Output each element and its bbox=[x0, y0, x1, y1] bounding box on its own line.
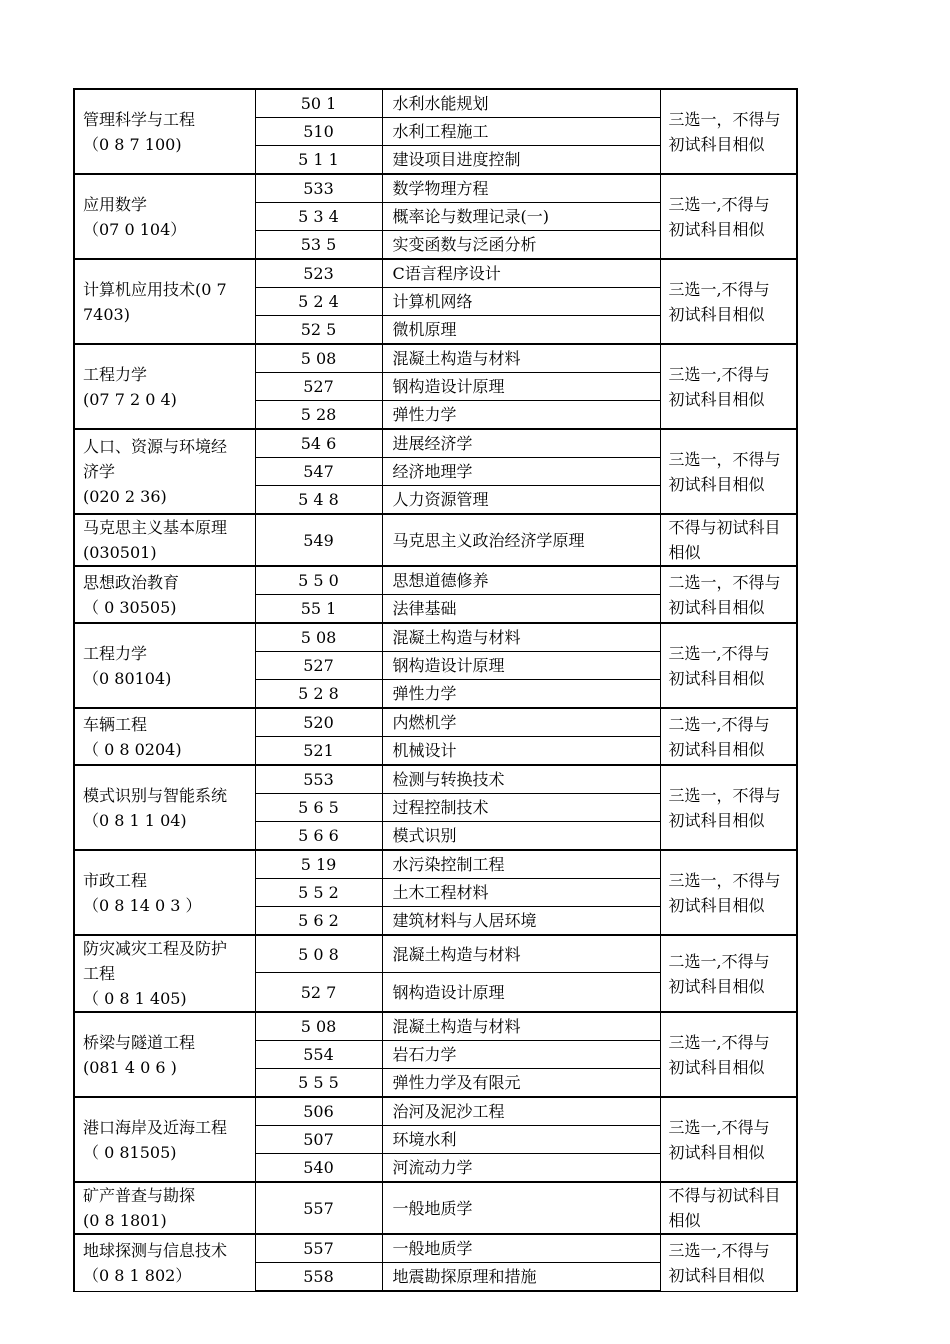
course-subject: 过程控制技术 bbox=[382, 794, 660, 822]
major-cell bbox=[74, 765, 255, 850]
course-subject: 概率论与数理记录(一) bbox=[382, 203, 660, 231]
table-row bbox=[74, 708, 797, 737]
major-cell bbox=[74, 174, 255, 259]
course-code: 558 bbox=[255, 1263, 382, 1292]
major-cell bbox=[74, 514, 255, 566]
course-subject: 岩石力学 bbox=[382, 1041, 660, 1069]
selection-note bbox=[660, 174, 797, 259]
course-code: 5 28 bbox=[255, 401, 382, 430]
selection-note-line: 三选一，不得与 bbox=[668, 785, 781, 805]
course-table-body bbox=[74, 89, 797, 1291]
course-subject: 微机原理 bbox=[382, 316, 660, 345]
course-code: 5 6 2 bbox=[255, 907, 382, 936]
major-name-line: 人口、资源与环境经 bbox=[83, 437, 228, 456]
course-table bbox=[73, 88, 798, 1292]
course-subject: 弹性力学 bbox=[382, 401, 660, 430]
selection-note bbox=[660, 850, 797, 935]
major-name-line: （0 8 14 0 3 ） bbox=[83, 895, 202, 915]
selection-note-line: 相似 bbox=[668, 1211, 701, 1230]
table-row bbox=[74, 1234, 797, 1263]
course-subject: 混凝土构造与材料 bbox=[382, 344, 660, 373]
selection-note-line: 不得与初试科目 bbox=[668, 1186, 781, 1205]
major-name-line: （ 0 8 0204) bbox=[83, 739, 182, 759]
major-name-line: 马克思主义基本原理 bbox=[83, 518, 228, 537]
table-row bbox=[74, 1182, 797, 1234]
selection-note-line: 初试科目相似 bbox=[668, 389, 765, 409]
table-row bbox=[74, 623, 797, 652]
course-code: 53 5 bbox=[255, 231, 382, 260]
table-row bbox=[74, 765, 797, 794]
course-code: 507 bbox=[255, 1126, 382, 1154]
table-row bbox=[74, 174, 797, 203]
selection-note-line: 初试科目相似 bbox=[668, 219, 765, 239]
course-code: 5 6 6 bbox=[255, 822, 382, 851]
course-subject: 一般地质学 bbox=[382, 1234, 660, 1263]
major-name-line: （ 0 8 1 405) bbox=[83, 989, 187, 1008]
course-subject: 弹性力学 bbox=[382, 680, 660, 709]
selection-note bbox=[660, 623, 797, 708]
selection-note-line: 初试科目相似 bbox=[668, 810, 765, 830]
course-subject: 一般地质学 bbox=[382, 1182, 660, 1234]
table-row bbox=[74, 935, 797, 973]
major-cell bbox=[74, 566, 255, 623]
course-subject: 人力资源管理 bbox=[382, 486, 660, 515]
course-code: 540 bbox=[255, 1154, 382, 1183]
table-row bbox=[74, 566, 797, 595]
course-code: 523 bbox=[255, 259, 382, 288]
course-code: 5 19 bbox=[255, 850, 382, 879]
course-code: 5 08 bbox=[255, 1012, 382, 1041]
course-subject: 弹性力学及有限元 bbox=[382, 1069, 660, 1098]
selection-note bbox=[660, 1097, 797, 1182]
selection-note-line: 相似 bbox=[668, 543, 701, 562]
course-subject: 思想道德修养 bbox=[382, 566, 660, 595]
major-cell bbox=[74, 935, 255, 1012]
selection-note-line: 三选一,不得与 bbox=[668, 279, 770, 299]
major-name-line: 工程力学 bbox=[83, 643, 148, 663]
table-row bbox=[74, 514, 797, 566]
selection-note-line: 三选一，不得与 bbox=[668, 449, 781, 469]
selection-note bbox=[660, 514, 797, 566]
course-subject: 水利水能规划 bbox=[382, 89, 660, 118]
major-name-line: 工程力学 bbox=[83, 364, 148, 384]
table-row bbox=[74, 89, 797, 118]
course-code: 5 5 5 bbox=[255, 1069, 382, 1098]
course-code: 557 bbox=[255, 1182, 382, 1234]
major-name-line: （0 80104) bbox=[83, 668, 172, 688]
selection-note-line: 三选一,不得与 bbox=[668, 1240, 770, 1260]
selection-note-line: 初试科目相似 bbox=[668, 1265, 765, 1285]
major-name-line: （ 0 30505) bbox=[83, 597, 177, 617]
major-name-line: (081 4 0 6 ) bbox=[83, 1057, 177, 1077]
course-code: 553 bbox=[255, 765, 382, 794]
major-name-line: 工程 bbox=[83, 964, 116, 983]
course-code: 5 0 8 bbox=[255, 935, 382, 973]
course-subject: 混凝土构造与材料 bbox=[382, 1012, 660, 1041]
course-subject: C语言程序设计 bbox=[382, 259, 660, 288]
course-subject: 建筑材料与人居环境 bbox=[382, 907, 660, 936]
course-subject: 马克思主义政治经济学原理 bbox=[382, 514, 660, 566]
course-code: 5 4 8 bbox=[255, 486, 382, 515]
table-row bbox=[74, 259, 797, 288]
course-code: 510 bbox=[255, 118, 382, 146]
course-code: 527 bbox=[255, 373, 382, 401]
course-code: 5 5 0 bbox=[255, 566, 382, 595]
course-code: 5 1 1 bbox=[255, 146, 382, 175]
course-code: 521 bbox=[255, 737, 382, 766]
major-name-line: 济学 bbox=[83, 462, 116, 481]
selection-note bbox=[660, 566, 797, 623]
major-name-line: 7403) bbox=[83, 304, 130, 324]
selection-note-line: 初试科目相似 bbox=[668, 304, 765, 324]
selection-note-line: 初试科目相似 bbox=[668, 474, 765, 494]
course-code: 5 3 4 bbox=[255, 203, 382, 231]
course-code: 5 08 bbox=[255, 344, 382, 373]
course-subject: 水利工程施工 bbox=[382, 118, 660, 146]
course-code: 5 5 2 bbox=[255, 879, 382, 907]
major-name-line: (020 2 36) bbox=[83, 487, 167, 506]
course-subject: 河流动力学 bbox=[382, 1154, 660, 1183]
course-subject: 实变函数与泛函分析 bbox=[382, 231, 660, 260]
course-code: 557 bbox=[255, 1234, 382, 1263]
course-code: 547 bbox=[255, 458, 382, 486]
selection-note-line: 三选一,不得与 bbox=[668, 194, 770, 214]
course-code: 52 7 bbox=[255, 973, 382, 1013]
course-subject: 计算机网络 bbox=[382, 288, 660, 316]
selection-note-line: 三选一,不得与 bbox=[668, 364, 770, 384]
course-code: 55 1 bbox=[255, 595, 382, 624]
course-subject: 建设项目进度控制 bbox=[382, 146, 660, 175]
course-code: 533 bbox=[255, 174, 382, 203]
major-cell bbox=[74, 1012, 255, 1097]
major-name-line: (0 8 1801) bbox=[83, 1211, 167, 1230]
selection-note bbox=[660, 259, 797, 344]
selection-note-line: 初试科目相似 bbox=[668, 976, 765, 996]
course-subject: 模式识别 bbox=[382, 822, 660, 851]
table-row bbox=[74, 429, 797, 458]
major-cell bbox=[74, 259, 255, 344]
course-subject: 混凝土构造与材料 bbox=[382, 935, 660, 973]
selection-note bbox=[660, 708, 797, 765]
major-name-line: 管理科学与工程 bbox=[83, 109, 196, 129]
course-code: 549 bbox=[255, 514, 382, 566]
major-name-line: (030501) bbox=[83, 543, 157, 562]
major-name-line: （07 0 104） bbox=[83, 219, 187, 239]
selection-note bbox=[660, 429, 797, 514]
selection-note bbox=[660, 1182, 797, 1234]
course-code: 506 bbox=[255, 1097, 382, 1126]
selection-note bbox=[660, 935, 797, 1012]
selection-note-line: 三选一,不得与 bbox=[668, 1032, 770, 1052]
major-name-line: 地球探测与信息技术 bbox=[83, 1240, 228, 1260]
selection-note-line: 二选一,不得与 bbox=[668, 714, 770, 734]
major-cell bbox=[74, 1234, 255, 1291]
selection-note-line: 初试科目相似 bbox=[668, 668, 765, 688]
selection-note-line: 初试科目相似 bbox=[668, 597, 765, 617]
table-row bbox=[74, 850, 797, 879]
major-name-line: （0 8 1 1 04) bbox=[83, 810, 187, 830]
course-subject: 经济地理学 bbox=[382, 458, 660, 486]
selection-note bbox=[660, 765, 797, 850]
course-code: 5 2 8 bbox=[255, 680, 382, 709]
course-code: 54 6 bbox=[255, 429, 382, 458]
major-cell bbox=[74, 1097, 255, 1182]
major-name-line: (07 7 2 0 4) bbox=[83, 389, 177, 409]
course-subject: 数学物理方程 bbox=[382, 174, 660, 203]
major-name-line: 车辆工程 bbox=[83, 714, 148, 734]
course-code: 50 1 bbox=[255, 89, 382, 118]
selection-note-line: 不得与初试科目 bbox=[668, 518, 781, 537]
major-name-line: 矿产普查与勘探 bbox=[83, 1186, 196, 1205]
course-subject: 进展经济学 bbox=[382, 429, 660, 458]
course-subject: 地震勘探原理和措施 bbox=[382, 1263, 660, 1292]
major-name-line: 模式识别与智能系统 bbox=[83, 785, 228, 805]
major-name-line: 思想政治教育 bbox=[83, 572, 180, 592]
course-table-container bbox=[73, 88, 796, 1292]
selection-note-line: 三选一,不得与 bbox=[668, 643, 770, 663]
selection-note-line: 三选一，不得与 bbox=[668, 870, 781, 890]
major-cell bbox=[74, 344, 255, 429]
major-name-line: 桥梁与隧道工程 bbox=[83, 1032, 196, 1052]
selection-note-line: 初试科目相似 bbox=[668, 1057, 765, 1077]
course-subject: 机械设计 bbox=[382, 737, 660, 766]
course-subject: 钢构造设计原理 bbox=[382, 652, 660, 680]
major-name-line: 应用数学 bbox=[83, 194, 148, 214]
selection-note bbox=[660, 1234, 797, 1291]
major-cell bbox=[74, 850, 255, 935]
major-name-line: （0 8 1 802） bbox=[83, 1265, 192, 1285]
course-code: 5 2 4 bbox=[255, 288, 382, 316]
course-subject: 钢构造设计原理 bbox=[382, 373, 660, 401]
major-cell bbox=[74, 89, 255, 174]
selection-note-line: 三选一，不得与 bbox=[668, 109, 781, 129]
table-row bbox=[74, 1097, 797, 1126]
course-code: 527 bbox=[255, 652, 382, 680]
course-subject: 环境水利 bbox=[382, 1126, 660, 1154]
major-name-line: 防灾减灾工程及防护 bbox=[83, 939, 228, 958]
selection-note-line: 二选一，不得与 bbox=[668, 572, 781, 592]
course-subject: 检测与转换技术 bbox=[382, 765, 660, 794]
selection-note-line: 初试科目相似 bbox=[668, 739, 765, 759]
selection-note-line: 三选一,不得与 bbox=[668, 1117, 770, 1137]
major-cell bbox=[74, 623, 255, 708]
major-name-line: （0 8 7 100) bbox=[83, 134, 182, 154]
major-name-line: 市政工程 bbox=[83, 870, 148, 890]
major-cell bbox=[74, 429, 255, 514]
selection-note-line: 初试科目相似 bbox=[668, 895, 765, 915]
course-code: 520 bbox=[255, 708, 382, 737]
course-subject: 法律基础 bbox=[382, 595, 660, 624]
selection-note bbox=[660, 1012, 797, 1097]
course-code: 5 08 bbox=[255, 623, 382, 652]
course-subject: 内燃机学 bbox=[382, 708, 660, 737]
major-name-line: 计算机应用技术(0 7 bbox=[83, 279, 227, 299]
course-subject: 钢构造设计原理 bbox=[382, 973, 660, 1013]
table-row bbox=[74, 1012, 797, 1041]
course-subject: 水污染控制工程 bbox=[382, 850, 660, 879]
course-code: 554 bbox=[255, 1041, 382, 1069]
major-cell bbox=[74, 1182, 255, 1234]
course-code: 5 6 5 bbox=[255, 794, 382, 822]
course-subject: 土木工程材料 bbox=[382, 879, 660, 907]
table-row bbox=[74, 344, 797, 373]
course-subject: 治河及泥沙工程 bbox=[382, 1097, 660, 1126]
selection-note bbox=[660, 344, 797, 429]
major-name-line: （ 0 81505) bbox=[83, 1142, 177, 1162]
course-subject: 混凝土构造与材料 bbox=[382, 623, 660, 652]
selection-note bbox=[660, 89, 797, 174]
course-code: 52 5 bbox=[255, 316, 382, 345]
major-name-line: 港口海岸及近海工程 bbox=[83, 1117, 228, 1137]
major-cell bbox=[74, 708, 255, 765]
selection-note-line: 二选一,不得与 bbox=[668, 951, 770, 971]
selection-note-line: 初试科目相似 bbox=[668, 1142, 765, 1162]
selection-note-line: 初试科目相似 bbox=[668, 134, 765, 154]
